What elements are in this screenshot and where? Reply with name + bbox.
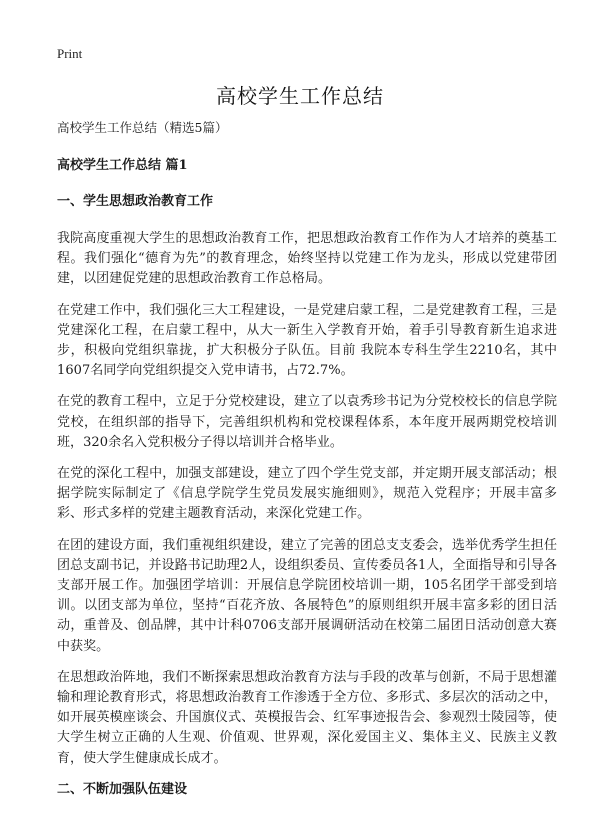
paragraph: 在思想政治阵地，我们不断探索思想政治教育方法与手段的改革与创新，不局于思想灌输和理论教育形式，将思想政治教育工作渗透于全方位、多形式、多层次的活动之中，如开展英模座谈会、升国旗仪式、英模报告会、红军事迹报告会、参观烈士陵园等，使大学生树立正确的人生观、价值观、世界观，深化爱国主义、集体主义、民族主义教育，使大学生健康成长成才。 <box>57 669 557 766</box>
paragraph: 我院高度重视大学生的思想政治教育工作，把思想政治教育工作作为人才培养的奠基工程。我们强化“德育为先”的教育理念，始终坚持以党建工作为龙头，形成以党建带团建，以团建促党建的思想政治教育工作总格局。 <box>57 231 557 287</box>
paragraph: 在党的深化工程中，加强支部建设，建立了四个学生党支部，并定期开展支部活动；根据学院实际制定了《信息学院学生党员发展实施细则》，规范入党程序；开展丰富多彩、形式多样的党建主题教育活动，来深化党建工作。 <box>57 466 557 522</box>
heading-team-building: 二、不断加强队伍建设 <box>57 781 188 797</box>
article-body <box>57 118 557 817</box>
page-title: 高校学生工作总结 <box>216 84 384 108</box>
paragraph: 在党建工作中，我们强化三大工程建设，一是党建启蒙工程，二是党建教育工程，三是党建深化工程，在启蒙工程中，从大一新生入学教育开始，着手引导教育新生追求进步，积极向党组织靠拢，扩大积极分子队伍。目前 我院本专科生学生2210名，其中1607名同学向党组织提交入党申请书，占72.7%。 <box>57 302 557 379</box>
heading-thought-education: 一、学生思想政治教育工作 <box>57 194 214 209</box>
section-title: 高校学生工作总结 篇1 <box>57 158 188 173</box>
paragraph: 在团的建设方面，我们重视组织建设，建立了完善的团总支支委会，选举优秀学生担任团总支副书记，并设路书记助理2人，设组织委员、宣传委员各1人，全面指导和引导各支部开展工作。加强团学培训：开展信息学院团校培训一期，105名团学干部受到培训。以团支部为单位，坚持“百花齐放、各展特色”的原则组织开展丰富多彩的团日活动，重普及、创品牌，其中计科0706支部开展调研活动在校第二届团日活动创意大赛中获奖。 <box>57 537 557 654</box>
article-subtitle: 高校学生工作总结（精选5篇） <box>57 120 228 135</box>
print-link[interactable]: Print <box>57 46 83 61</box>
paragraph: 在党的教育工程中，立足于分党校建设，建立了以袁秀珍书记为分党校校长的信息学院党校，在组织部的指导下，完善组织机构和党校课程体系，本年度开展两期党校培训班，320余名入党积极分子得以培训并合格毕业。 <box>57 394 557 450</box>
